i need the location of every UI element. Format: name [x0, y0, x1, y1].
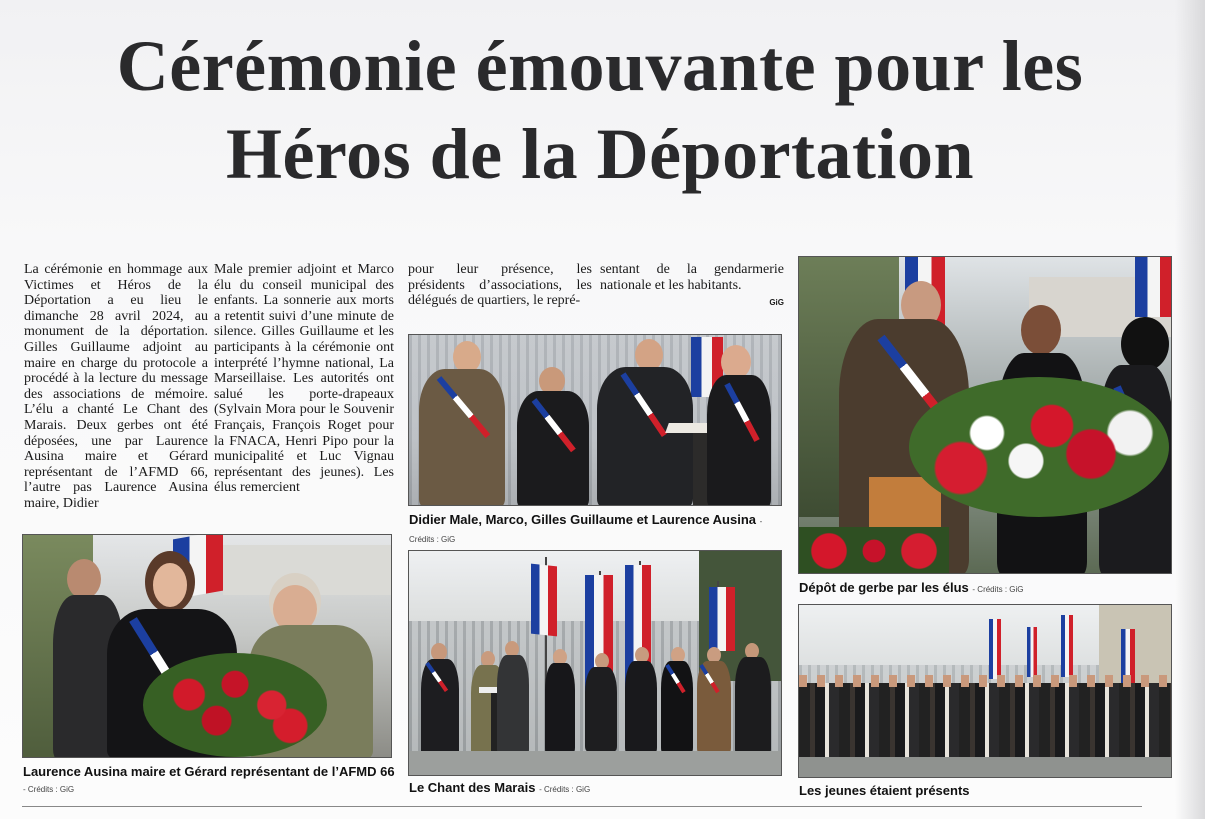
- photo-officials: [408, 334, 782, 506]
- photo-wreath-laying: [798, 256, 1172, 574]
- article-column-4-text: sentant de la gendarmerie nationale et les habitants.: [600, 262, 784, 293]
- photo-chant-des-marais: [408, 550, 782, 776]
- photo-officials-credit: - Crédits : GiG: [409, 517, 763, 544]
- photo-young-people: [798, 604, 1172, 778]
- article-column-4: [600, 262, 784, 311]
- article-headline: [30, 22, 1170, 198]
- photo-officials-caption: [409, 512, 789, 548]
- photo-wreath-laying-caption-text: Dépôt de gerbe par les élus: [799, 580, 969, 595]
- photo-chant-des-marais-credit: - Crédits : GiG: [539, 785, 591, 794]
- photo-wreath-laying-caption: [799, 580, 1179, 598]
- photo-officials-caption-text: Didier Male, Marco, Gilles Guillaume et Laurence Ausina: [409, 512, 757, 527]
- photo-mayor-afmd-caption-text: Laurence Ausina maire et Gérard représentant de l’AFMD 66: [23, 764, 395, 779]
- photo-mayor-afmd: [22, 534, 392, 758]
- photo-chant-des-marais-caption: [409, 780, 789, 798]
- photo-chant-des-marais-caption-text: Le Chant des Marais: [409, 780, 536, 795]
- article-column-2: Male premier adjoint et Marco élu du conseil municipal des enfants. La sonnerie aux morts a retentit suivi d’une minute de silence. Gilles Guillaume et les participants à la cérémonie ont interprété l’hymne national, La Marseillaise. Les autorités ont salué les porte-drapeaux (Sylvain Mora pour le Souvenir Français, François Roget pour la FNACA, Henri Pipo pour la municipalité et Luc Vignau représentant des jeunes). Les élus remercient: [214, 262, 394, 496]
- photo-mayor-afmd-credit: - Crédits : GiG: [23, 785, 75, 794]
- photo-young-people-caption-text: Les jeunes étaient présents: [799, 783, 970, 798]
- article-byline: GiG: [769, 298, 784, 308]
- photo-mayor-afmd-caption: [23, 764, 395, 798]
- page-edge-shadow: [1175, 0, 1205, 819]
- article-column-1: La cérémonie en hommage aux Victimes et Héros de la Déportation a eu lieu le dimanche 28 avril 2024, au monument de la déportation. Gilles Guillaume adjoint au maire en charge du protocole a procédé à la lecture du message des associations de mémoire. L’élu a chanté Le Chant des Marais. Deux gerbes ont été déposées, une par Laurence Ausina maire et Gérard représentant de l’AFMD 66, l’autre pas Laurence Ausina maire, Didier: [24, 262, 208, 511]
- bottom-rule: [22, 806, 1142, 807]
- article-column-3: pour leur présence, les présidents d’associations, les délégués de quartiers, le repré-: [408, 262, 592, 309]
- photo-wreath-laying-credit: - Crédits : GiG: [972, 585, 1024, 594]
- photo-young-people-caption: [799, 783, 1179, 799]
- headline-line-1: Cérémonie émouvante pour les: [116, 26, 1084, 106]
- headline-line-2: Héros de la Déportation: [225, 114, 975, 194]
